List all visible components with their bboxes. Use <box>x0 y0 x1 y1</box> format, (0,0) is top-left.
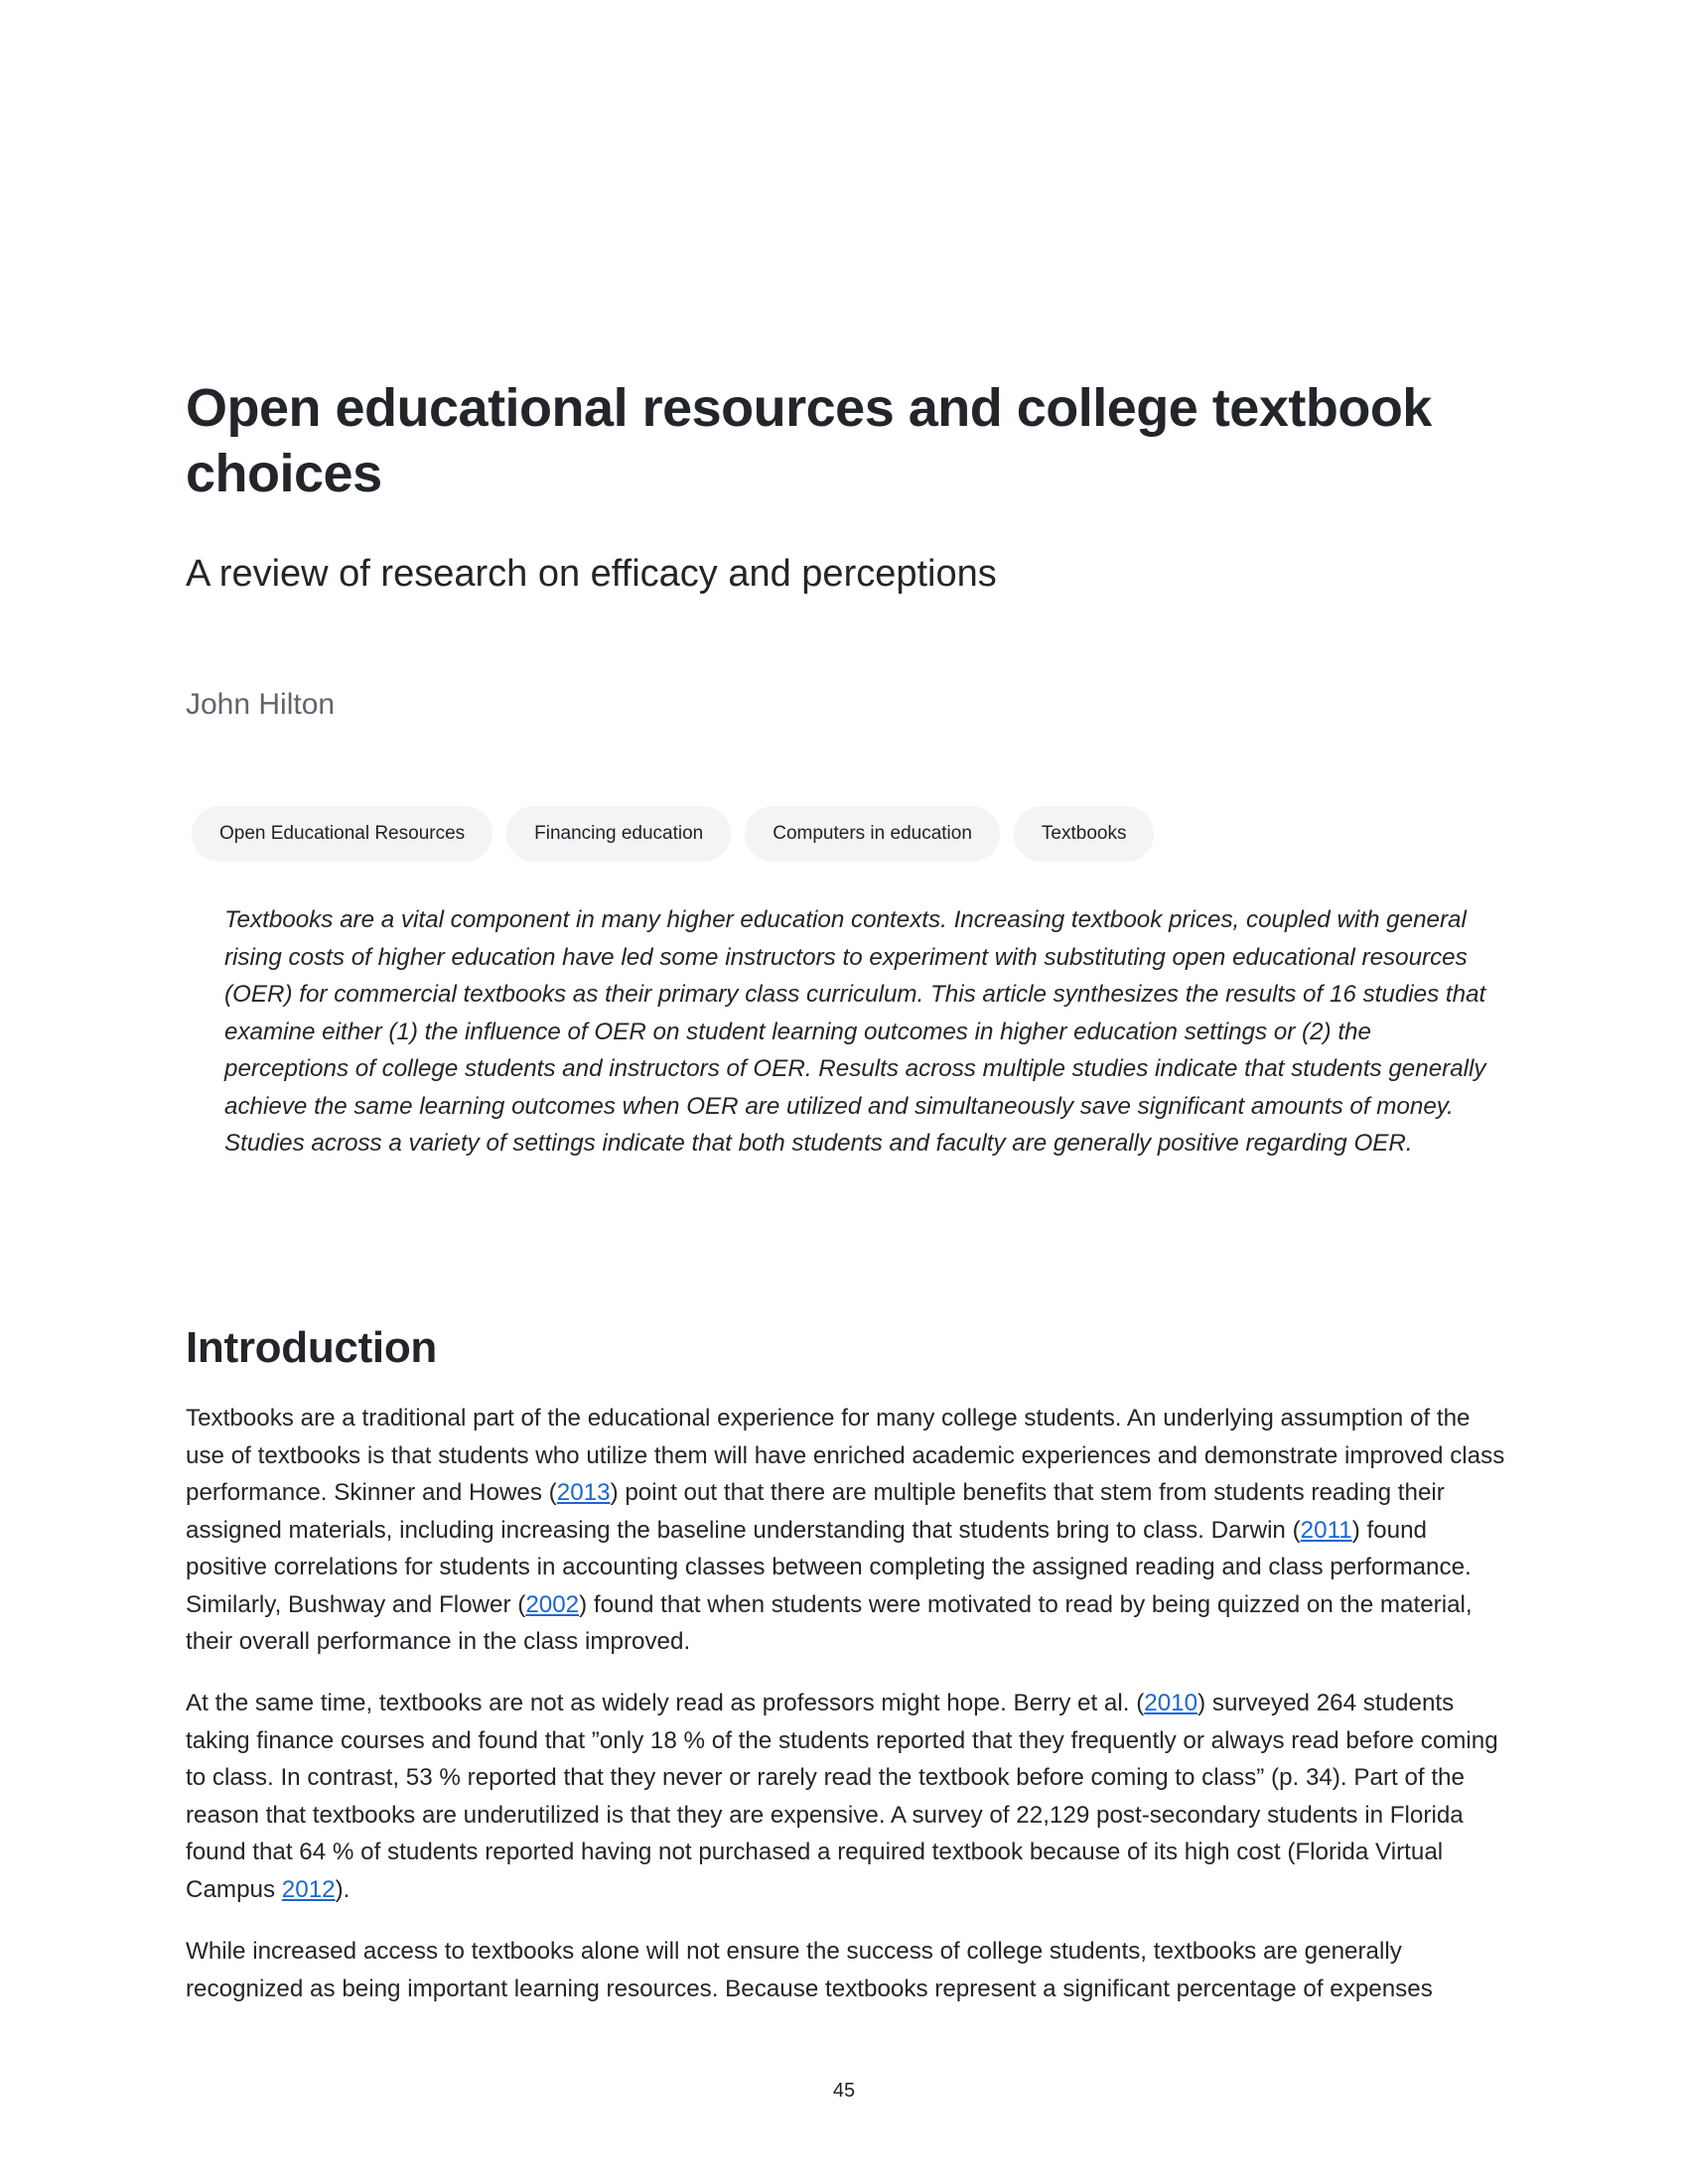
page-number: 45 <box>832 2080 856 2102</box>
intro-paragraph-1 <box>186 1400 1506 1661</box>
citation-link-skinner-howes[interactable]: 2013 <box>556 1479 611 1506</box>
paragraph-text: ) found that when students were motivated to read by being quizzed on the material, their overall performance in the class improved. <box>186 1590 1473 1655</box>
keyword-tags <box>192 806 1154 862</box>
tag-computers-in-education[interactable]: Computers in education <box>745 806 1000 862</box>
citation-link-berry[interactable]: 2010 <box>1144 1690 1198 1716</box>
tag-open-educational-resources[interactable]: Open Educational Resources <box>192 806 492 862</box>
tag-textbooks[interactable]: Textbooks <box>1014 806 1155 862</box>
intro-paragraph-2 <box>186 1685 1506 1908</box>
citation-link-darwin[interactable]: 2011 <box>1300 1516 1352 1544</box>
abstract: Textbooks are a vital component in many higher education contexts. Increasing textbook prices, coupled with general rising costs of higher education have led some instructors to experiment with substituting open educational resources (OER) for commercial textbooks as their primary class curriculum. This article synthesizes the results of 16 studies that examine either (1) the influence of OER on student learning outcomes in higher education settings or (2) the perceptions of college students and instructors of OER. Results across multiple studies indicate that students generally achieve the same learning outcomes when OER are utilized and simultaneously save significant amounts of money. Studies across a variety of settings indicate that both students and faculty are generally positive regarding OER. <box>224 906 1486 1157</box>
article-title: Open educational resources and college textbook choices <box>186 378 1432 503</box>
intro-paragraph-3: While increased access to textbooks alone will not ensure the success of college students, textbooks are generally recognized as being important learning resources. Because textbooks represent a significant percentage of expenses <box>186 1938 1433 2002</box>
paragraph-text: ) surveyed 264 students taking finance courses and found that ”only 18 % of the students reported that they frequently or always read before coming to class. In contrast, 53 % reported that they never or rarely read the textbook before coming to class” (p. 34). Part of the reason that textbooks are underutilized is that they are expensive. A survey of 22,129 post-secondary students in Florida found that 64 % of students reported having not purchased a required textbook because of its high cost (Florida Virtual Campus <box>186 1690 1498 1903</box>
paragraph-text: Textbooks are a traditional part of the educational experience for many college students. An underlying assumption of the use of textbooks is that students who utilize them will have enriched academic experiences and demonstrate improved class performance. Skinner and Howes ( <box>186 1405 1505 1506</box>
section-heading-introduction: Introduction <box>186 1323 438 1372</box>
tag-financing-education[interactable]: Financing education <box>506 806 731 862</box>
paragraph-text: ). <box>335 1875 351 1903</box>
author-name: John Hilton <box>186 688 336 721</box>
article-subtitle: A review of research on efficacy and perceptions <box>186 553 997 595</box>
paragraph-text: At the same time, textbooks are not as widely read as professors might hope. Berry et al. ( <box>186 1690 1145 1716</box>
citation-link-florida-virtual-campus[interactable]: 2012 <box>281 1875 336 1903</box>
paragraph-text: ) found positive correlations for students in accounting classes between completing the assigned reading and class performance. Similarly, Bushway and Flower ( <box>186 1516 1472 1618</box>
paragraph-text: ) point out that there are multiple benefits that stem from students reading their assigned materials, including increasing the baseline understanding that students bring to class. Darwin ( <box>186 1479 1445 1544</box>
citation-link-bushway-flower[interactable]: 2002 <box>525 1590 580 1618</box>
